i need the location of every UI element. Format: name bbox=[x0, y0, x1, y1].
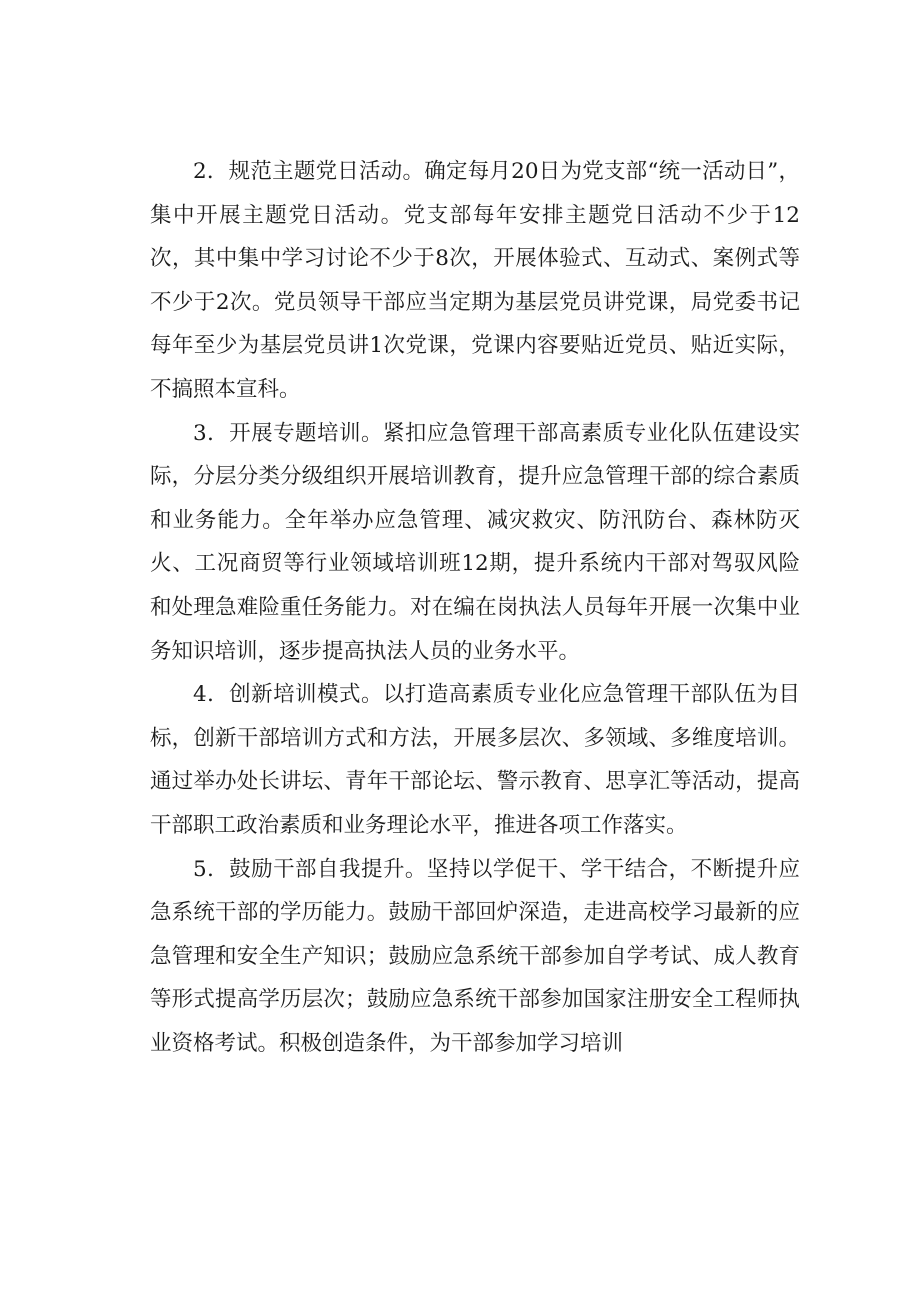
paragraph-text: 确定每月20日为党支部“统一活动日”，集中开展主题党日活动。党支部每年安排主题党日活动不少于12次，其中集中学习讨论不少于8次，开展体验式、互动式、案例式等不少于2次。党员领导干部应当定期为基层党员讲党课，局党委书记每年至少为基层党员讲1次党课，党课内容要贴近党员、贴近实际，不搞照本宣科。 bbox=[150, 159, 801, 402]
paragraph-text: 紧扣应急管理干部高素质专业化队伍建设实际，分层分类分级组织开展培训教育，提升应急管理干部的综合素质和业务能力。全年举办应急管理、减灾救灾、防汛防台、森林防灭火、工况商贸等行业领域培训班12期，提升系统内干部对驾驭风险和处理急难险重任务能力。对在编在岗执法人员每年开展一次集中业务知识培训，逐步提高执法人员的业务水平。 bbox=[150, 420, 800, 664]
paragraph-heading: 4．创新培训模式。 bbox=[193, 682, 383, 708]
paragraph-heading: 2．规范主题党日活动。 bbox=[193, 159, 425, 184]
paragraph-item-3 bbox=[150, 412, 800, 674]
paragraph-item-2 bbox=[150, 150, 800, 412]
paragraph-heading: 5．鼓励干部自我提升。 bbox=[193, 856, 427, 882]
paragraph-heading: 3．开展专题培训。 bbox=[193, 420, 383, 446]
paragraph-text: 坚持以学促干、学干结合，不断提升应急系统干部的学历能力。鼓励干部回炉深造，走进高校学习最新的应急管理和安全生产知识；鼓励应急系统干部参加自学考试、成人教育等形式提高学历层次；鼓励应急系统干部参加国家注册安全工程师执业资格考试。积极创造条件，为干部参加学习培训 bbox=[150, 856, 800, 1056]
paragraph-item-5 bbox=[150, 848, 800, 1066]
paragraph-item-4 bbox=[150, 673, 800, 847]
paragraph-text: 以打造高素质专业化应急管理干部队伍为目标，创新干部培训方式和方法，开展多层次、多领域、多维度培训。通过举办处长讲坛、青年干部论坛、警示教育、思享汇等活动，提高干部职工政治素质和业务理论水平，推进各项工作落实。 bbox=[150, 682, 800, 838]
document-body bbox=[150, 150, 800, 1065]
